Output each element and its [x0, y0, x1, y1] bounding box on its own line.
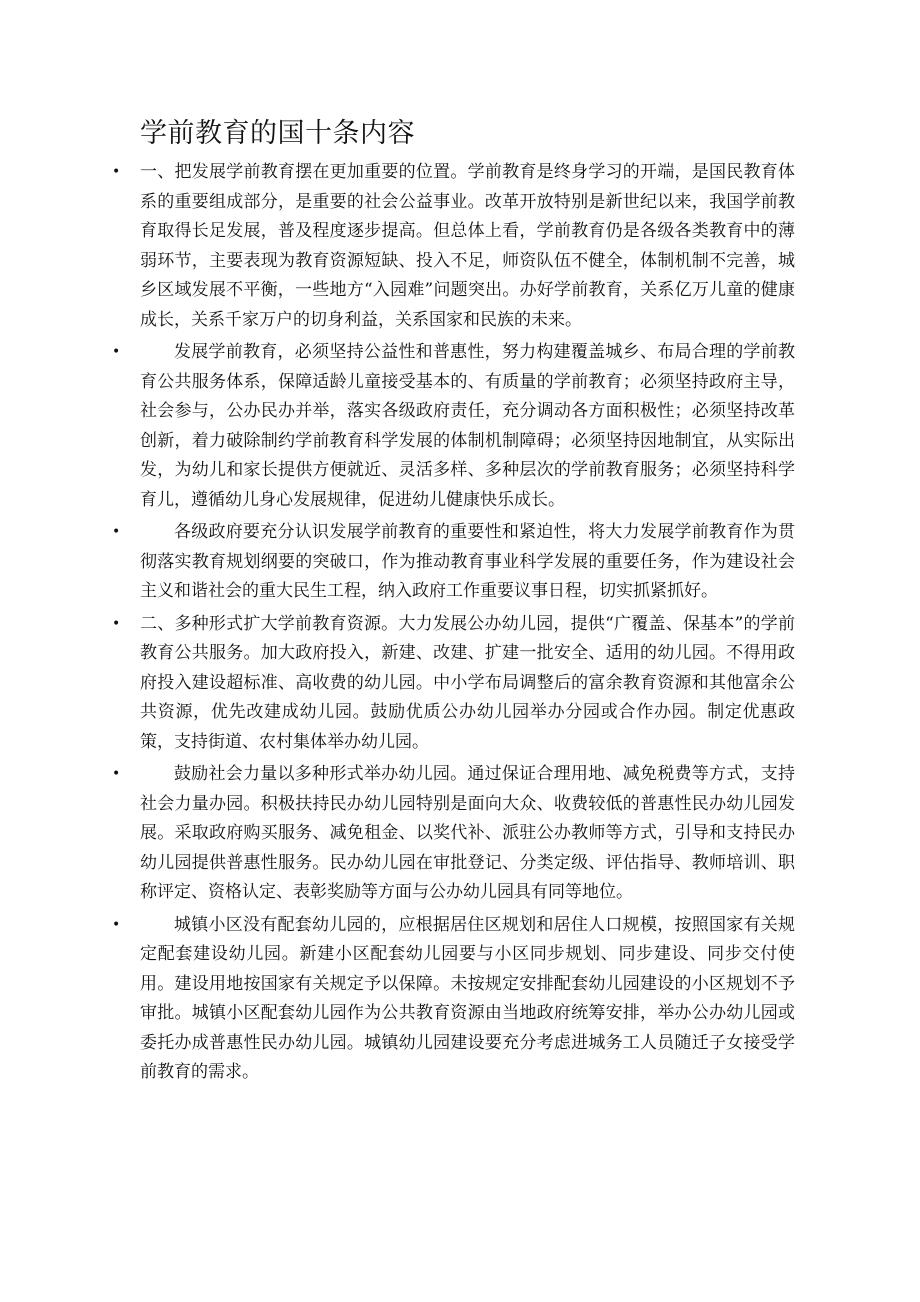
paragraph-text: 发展学前教育，必须坚持公益性和普惠性，努力构建覆盖城乡、布局合理的学前教育公共服务体系，保障适龄儿童接受基本的、有质量的学前教育；必须坚持政府主导，社会参与，公办民办并举，落实各级政府责任，充分调动各方面积极性；必须坚持改革创新，着力破除制约学前教育科学发展的体制机制障碍；必须坚持因地制宜，从实际出发，为幼儿和家长提供方便就近、灵活多样、多种层次的学前教育服务；必须坚持科学育儿，遵循幼儿身心发展规律，促进幼儿健康快乐成长。: [140, 342, 795, 510]
list-item: [0, 760, 795, 908]
list-item: [0, 158, 795, 335]
bullet-icon: •: [112, 615, 121, 632]
paragraph-text: 各级政府要充分认识发展学前教育的重要性和紧迫性，将大力发展学前教育作为贯彻落实教育规划纲要的突破口，作为推动教育事业科学发展的重要任务，作为建设社会主义和谐社会的重大民生工程，纳入政府工作重要议事日程，切实抓紧抓好。: [140, 522, 795, 601]
paragraph-text: 城镇小区没有配套幼儿园的，应根据居住区规划和居住人口规模，按照国家有关规定配套建设幼儿园。新建小区配套幼儿园要与小区同步规划、同步建设、同步交付使用。建设用地按国家有关规定予以保障。未按规定安排配套幼儿园建设的小区规划不予审批。城镇小区配套幼儿园作为公共教育资源由当地政府统筹安排，举办公办幼儿园或委托办成普惠性民办幼儿园。城镇幼儿园建设要充分考虑进城务工人员随迁子女接受学前教育的需求。: [140, 914, 795, 1082]
bullet-icon: •: [112, 164, 121, 180]
paragraph-list: [0, 158, 920, 1091]
paragraph-text: 二、多种形式扩大学前教育资源。大力发展公办幼儿园，提供“广覆盖、保基本”的学前教育公共服务。加大政府投入，新建、改建、扩建一批安全、适用的幼儿园。不得用政府投入建设超标准、高收费的幼儿园。中小学布局调整后的富余教育资源和其他富余公共资源，优先改建成幼儿园。鼓励优质公办幼儿园举办分园或合作办园。制定优惠政策，支持街道、农村集体举办幼儿园。: [140, 613, 795, 752]
bullet-icon: •: [112, 766, 121, 782]
list-item: [0, 610, 795, 758]
bullet-icon: •: [112, 524, 121, 540]
list-item: [0, 518, 795, 607]
bullet-icon: •: [112, 344, 121, 360]
list-item: [0, 911, 795, 1088]
paragraph-text: 鼓励社会力量以多种形式举办幼儿园。通过保证合理用地、减免税费等方式，支持社会力量办园。积极扶持民办幼儿园特别是面向大众、收费较低的普惠性民办幼儿园发展。采取政府购买服务、减免租金、以奖代补、派驻公办教师等方式，引导和支持民办幼儿园提供普惠性服务。民办幼儿园在审批登记、分类定级、评估指导、教师培训、职称评定、资格认定、表彰奖励等方面与公办幼儿园具有同等地位。: [140, 764, 795, 902]
list-item: [0, 338, 795, 515]
bullet-icon: •: [112, 916, 121, 933]
paragraph-text: 一、把发展学前教育摆在更加重要的位置。学前教育是终身学习的开端，是国民教育体系的重要组成部分，是重要的社会公益事业。改革开放特别是新世纪以来，我国学前教育取得长足发展，普及程度逐步提高。但总体上看，学前教育仍是各级各类教育中的薄弱环节，主要表现为教育资源短缺、投入不足，师资队伍不健全，体制机制不完善，城乡区域发展不平衡，一些地方“入园难”问题突出。办好学前教育，关系亿万儿童的健康成长，关系千家万户的切身利益，关系国家和民族的未来。: [140, 162, 795, 330]
document-title: 学前教育的国十条内容: [140, 118, 415, 149]
